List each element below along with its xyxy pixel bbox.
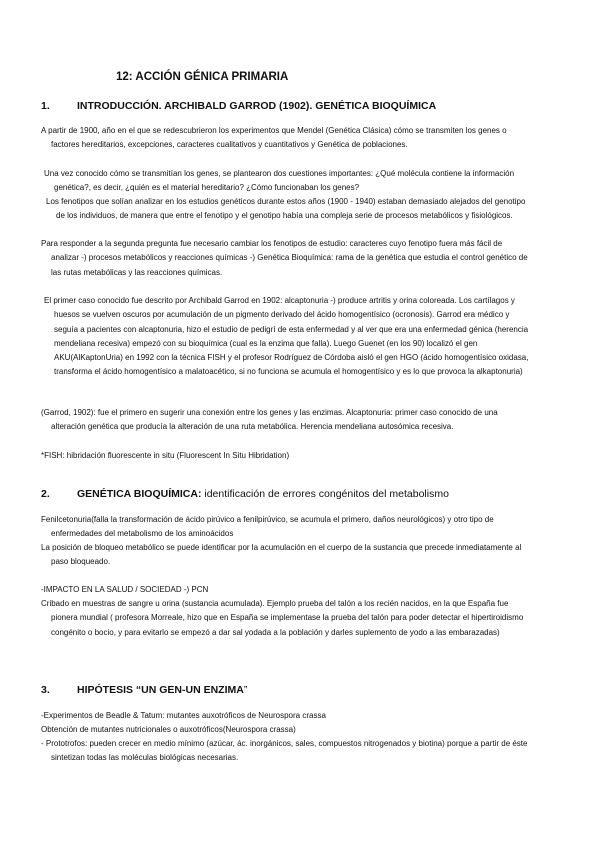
- paragraph: Para responder a la segunda pregunta fue necesario cambiar los fenotipos de estudio: caracteres cuyo fenotipo fuera más fácil de analizar -) procesos metabólicos y reacciones químicas -) Genética Bioquímica: rama de la genética que estudia el control genético de las rutas metabólicas y las reacciones químicas.: [41, 239, 528, 277]
- paragraph: Fenilcetonuria(falla la transformación de ácido pirúvico a fenilpirúvico, se acumula el primero, daños neurológicos) y otro tipo de enfermedades del metabolismo de los aminoácidos: [41, 515, 494, 539]
- section-number: 2.: [41, 488, 50, 500]
- section-title: INTRODUCCIÓN. ARCHIBALD GARROD (1902). GENÉTICA BIOQUÍMICA: [77, 100, 437, 112]
- section-3-heading: [41, 684, 247, 696]
- section-title: GENÉTICA BIOQUÍMICA:: [77, 488, 202, 500]
- section-title: HIPÓTESIS “UN GEN-UN ENZIMA: [77, 684, 244, 696]
- paragraph: -IMPACTO EN LA SALUD / SOCIEDAD -) PCN: [41, 585, 209, 594]
- paragraph: *FISH: hibridación fluorescente in situ (Fluorescent In Situ Hibridation): [41, 451, 290, 460]
- paragraph: Una vez conocido cómo se transmitían los genes, se plantearon dos cuestiones importantes: ¿Qué molécula contiene la información genética?, es decir, ¿quién es el material hereditario? ¿Cómo funcionaban los genes?: [44, 169, 515, 193]
- section-title-rest: ”: [243, 684, 248, 696]
- paragraph: -Experimentos de Beadle & Tatum: mutantes auxotróficos de Neurospora crassa: [41, 711, 326, 720]
- section-1-heading: [41, 100, 436, 112]
- paragraph: - Prototrofos: pueden crecer en medio mínimo (azúcar, ác. inorgánicos, sales, compuestos nitrogenados y biotina) porque a partir de éste sintetizan todas las moléculas biológicas necesarias.: [41, 739, 528, 763]
- page-title: 12: ACCIÓN GÉNICA PRIMARIA: [116, 71, 289, 83]
- paragraph: Cribado en muestras de sangre u orina (sustancia acumulada). Ejemplo prueba del talón a los recién nacidos, en la que España fue pionera mundial ( profesora Morreale, hizo que en España se implementase la prueba del talón para poder detectar el hipertiroidismo congénito o bocio, y para evitarlo se empezó a dar sal yodada a la población y darles suplemento de yodo a las embarazadas): [41, 599, 524, 637]
- paragraph: (Garrod, 1902): fue el primero en sugerir una conexión entre los genes y las enzimas. Alcaptonuria: primer caso conocido de una alteración genética que producía la alteración de una ruta metabólica. Herencia mendeliana autosómica recesiva.: [41, 408, 498, 432]
- section-2-heading: [41, 488, 449, 500]
- paragraph: Los fenotipos que solían analizar en los estudios genéticos durante estos años (1900 - 1940) estaban demasiado alejados del genotipo de los individuos, de manera que entre el fenotipo y el genotipo había una compleja serie de procesos metabólicos y fisiológicos.: [46, 197, 526, 221]
- paragraph: A partir de 1900, año en el que se redescubrieron los experimentos que Mendel (Genética Clásica) cómo se transmiten los genes o factores hereditarios, excepciones, caracteres cualitativos y cuantitativos y Genética de poblaciones.: [41, 126, 507, 150]
- paragraph: Obtención de mutantes nutricionales o auxotróficos(Neurospora crassa): [41, 725, 296, 734]
- paragraph: La posición de bloqueo metabólico se puede identificar por la acumulación en el cuerpo de la sustancia que precede inmediatamente al paso bloqueado.: [41, 543, 522, 567]
- section-title-rest: identificación de errores congénitos del metabolismo: [201, 488, 449, 500]
- section-number: 3.: [41, 684, 50, 696]
- paragraph: El primer caso conocido fue descrito por Archibald Garrod en 1902: alcaptonuria -) produce artritis y orina coloreada. Los cartílagos y huesos se vuelven oscuros por acumulación de un pigmento derivado del ácido homogentísico (ocronosis). Garrod era médico y seguía a pacientes con alcaptonuria, hizo el estudio de pedigrí de esta enfermedad y al ver que era una enfermedad génica (herencia mendeliana recesiva) empezó con su bioquímica (cual es la enzima que falla). Luego Guenet (en los 90) localizó el gen AKU(AlKaptonUria) en 1992 con la técnica FISH y el profesor Rodríguez de Córdoba aisló el gen HGO (ácido homogentísico oxidasa, transforma el ácido homogentísico a malatoacético, si no funciona se acumula el homogentísico y es lo que provoca la alkaptonuria): [44, 296, 529, 377]
- section-number: 1.: [41, 100, 50, 112]
